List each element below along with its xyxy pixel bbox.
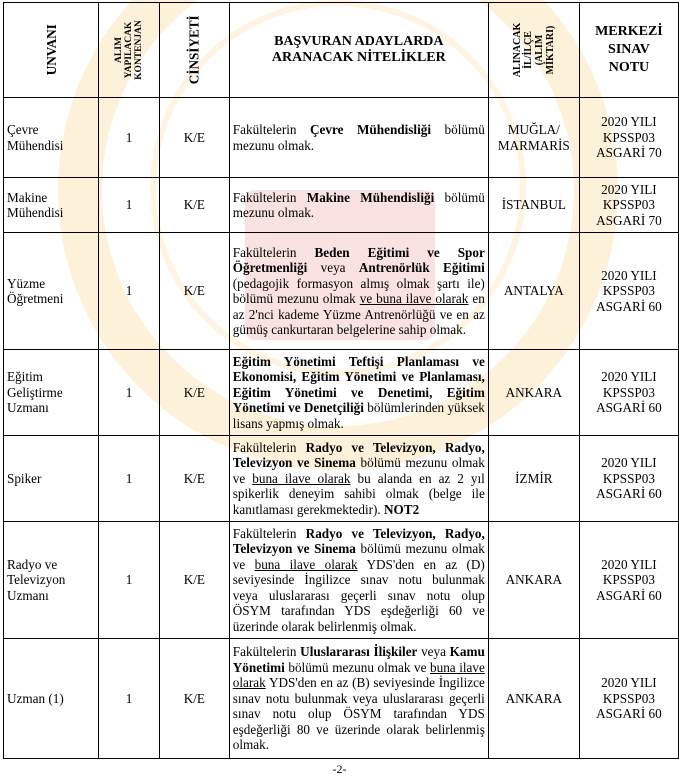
not-cell: 2020 YILI KPSSP03 ASGARİ 70 <box>579 178 678 233</box>
not-cell: 2020 YILI KPSSP03 ASGARİ 60 <box>579 350 678 436</box>
nitelik-segment: Eğitim Yönetimi Teftişi Planlaması ve Ekonomisi, Eğitim Yönetimi ve Planlaması, Eğitim Yönetimi ve Denetimi, Eğitim Yönetimi ve Denetçiliği <box>232 353 485 416</box>
cinsiyet-cell: K/E <box>159 436 229 522</box>
nitelik-segment: YDS'den en az (D) seviyesinde İngilizce sınav notu bulunmak veya uluslararası geçerli sınav notu olup ÖSYM tarafından YDS eşdeğerliği 60 ve üzerinde olarak belirlenmiş olmak. <box>232 556 485 634</box>
nitelik-segment: bölümü mezunu olmak. <box>232 189 485 220</box>
nitelik-cell <box>229 178 488 233</box>
nitelik-segment: Makine Mühendisliği <box>306 189 435 205</box>
nitelik-segment: bölümü mezunu olmak. <box>232 122 485 153</box>
table-row <box>4 436 679 522</box>
nitelik-segment: YDS'den en az (B) seviyesinde İngilizce sınav notu bulunmak veya uluslararası geçerli sınav notu olup ÖSYM tarafından YDS eşdeğerliği 80 ve üzerinde olarak belirlenmiş olmak. <box>232 675 485 753</box>
nitelik-segment: buna ilave olarak <box>252 470 351 486</box>
unvan-cell: Eğitim Geliştirme Uzmanı <box>4 350 99 436</box>
nitelik-segment: veya <box>307 260 359 275</box>
not-cell: 2020 YILI KPSSP03 ASGARİ 60 <box>579 522 678 639</box>
kontenjan-cell: 1 <box>99 639 160 759</box>
kontenjan-cell: 1 <box>99 178 160 233</box>
cinsiyet-cell: K/E <box>159 350 229 436</box>
kontenjan-cell: 1 <box>99 233 160 350</box>
not-cell: 2020 YILI KPSSP03 ASGARİ 60 <box>579 233 678 350</box>
nitelik-segment: buna ilave olarak <box>232 659 485 691</box>
nitelik-segment: Radyo ve Televizyon, Radyo, Televizyon ve Sinema <box>232 439 485 471</box>
nitelik-segment: (pedagojik formasyon almış olmak şartı ile) bölümü mezunu olmak <box>232 275 485 306</box>
nitelik-cell <box>229 98 488 178</box>
nitelik-segment: Fakültelerin <box>232 244 315 260</box>
nitelik-cell <box>229 233 488 350</box>
nitelik-segment: buna ilave olarak <box>254 556 358 572</box>
il-cell: ANKARA <box>488 639 579 759</box>
il-cell: ANKARA <box>488 522 579 639</box>
table-row <box>4 350 679 436</box>
cinsiyet-cell: K/E <box>159 233 229 350</box>
unvan-cell: Yüzme Öğretmeni <box>4 233 99 350</box>
nitelik-segment: bu alanda en az 2 yıl spikerlik deneyim sahibi olmak (belge ile kanıtlaması gerekmektedir). <box>232 470 485 517</box>
unvan-cell: Spiker <box>4 436 99 522</box>
nitelik-segment: bölümü mezunu olmak ve <box>232 541 485 572</box>
table-row <box>4 178 679 233</box>
nitelik-segment: Kamu Yönetimi <box>232 644 485 675</box>
nitelik-segment: ve buna ilave olarak <box>359 291 469 306</box>
positions-table <box>3 2 679 759</box>
nitelik-segment: Fakültelerin <box>232 189 307 205</box>
il-cell: ANKARA <box>488 350 579 436</box>
page-number: -2- <box>332 762 347 776</box>
header-unvan: UNVANI <box>4 3 99 98</box>
kontenjan-cell: 1 <box>99 98 160 178</box>
nitelik-segment: NOT2 <box>384 501 420 517</box>
nitelik-cell <box>229 639 488 759</box>
cinsiyet-cell: K/E <box>159 178 229 233</box>
cinsiyet-cell: K/E <box>159 639 229 759</box>
unvan-cell: Radyo ve Televizyon Uzmanı <box>4 522 99 639</box>
cinsiyet-cell: K/E <box>159 98 229 178</box>
il-cell: ANTALYA <box>488 233 579 350</box>
il-cell: İZMİR <box>488 436 579 522</box>
unvan-cell: Çevre Mühendisi <box>4 98 99 178</box>
il-cell: İSTANBUL <box>488 178 579 233</box>
table-row <box>4 639 679 759</box>
table-row <box>4 233 679 350</box>
nitelik-segment: bölümü mezunu olmak ve <box>284 659 431 675</box>
header-nitelikler: BAŞVURAN ADAYLARDA ARANACAK NİTELİKLER <box>229 3 488 98</box>
nitelik-cell <box>229 436 488 522</box>
table-row <box>4 98 679 178</box>
nitelik-cell <box>229 350 488 436</box>
nitelik-segment: Fakültelerin <box>232 122 311 137</box>
nitelik-segment: veya <box>417 644 450 660</box>
not-cell: 2020 YILI KPSSP03 ASGARİ 70 <box>579 98 678 178</box>
nitelik-segment: bölümlerinden yüksek lisans yapmış olmak. <box>232 400 485 431</box>
kontenjan-cell: 1 <box>99 436 160 522</box>
unvan-cell: Uzman (1) <box>4 639 99 759</box>
nitelik-segment: bölümü mezunu olmak ve <box>232 455 485 486</box>
nitelik-segment: Fakültelerin <box>232 525 306 541</box>
not-cell: 2020 YILI KPSSP03 ASGARİ 60 <box>579 436 678 522</box>
nitelik-segment: Fakültelerin <box>232 439 306 455</box>
nitelik-segment: Antrenörlük Eğitimi <box>358 260 485 275</box>
nitelik-segment: en az 2'nci kademe Yüzme Antrenörlüğü ve en az gümüş cankurtaran belgelerine sahip olmak. <box>232 291 485 337</box>
header-kontenjan: ALIM YAPILACAK KONTENJAN <box>99 3 160 98</box>
cinsiyet-cell: K/E <box>159 522 229 639</box>
header-il: ALINACAK İL/İLÇE (ALIM MİKTARI) <box>488 3 579 98</box>
nitelik-cell <box>229 522 488 639</box>
kontenjan-cell: 1 <box>99 522 160 639</box>
nitelik-segment: Radyo ve Televizyon, Radyo, Televizyon ve Sinema <box>232 525 485 557</box>
unvan-cell: Makine Mühendisi <box>4 178 99 233</box>
nitelik-segment: Beden Eğitimi ve Spor Öğretmenliği <box>232 244 485 275</box>
header-row <box>4 3 679 98</box>
nitelik-segment: Fakültelerin <box>232 644 301 660</box>
kontenjan-cell: 1 <box>99 350 160 436</box>
il-cell: MUĞLA/ MARMARİS <box>488 98 579 178</box>
nitelik-segment: Çevre Mühendisliği <box>310 122 432 137</box>
table-row <box>4 522 679 639</box>
nitelik-segment: Uluslararası İlişkiler <box>300 644 418 660</box>
header-merkezi: MERKEZİ SINAV NOTU <box>579 3 678 98</box>
header-cinsiyet: CİNSİYETİ <box>159 3 229 98</box>
not-cell: 2020 YILI KPSSP03 ASGARİ 60 <box>579 639 678 759</box>
